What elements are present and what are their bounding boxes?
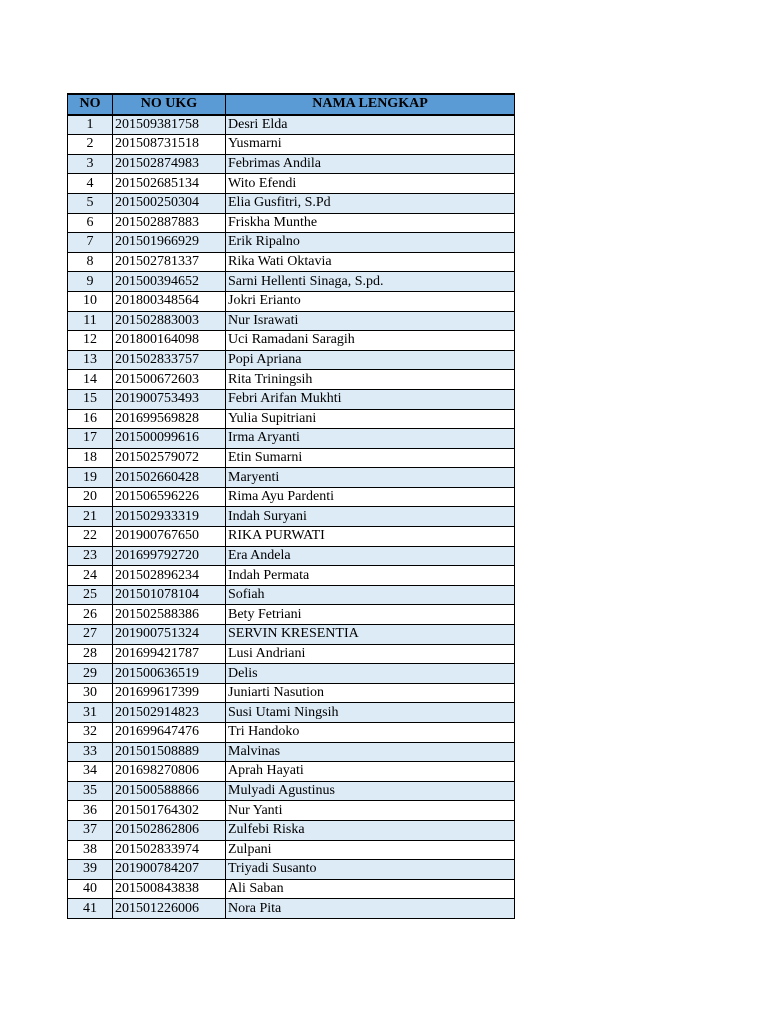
nama-lengkap-cell: Aprah Hayati [226,762,515,782]
nama-lengkap-cell: Wito Efendi [226,174,515,194]
no-ukg-cell: 201699421787 [113,644,226,664]
table-body [68,115,515,919]
no-ukg-cell: 201900751324 [113,625,226,645]
row-number-cell: 8 [68,252,113,272]
row-number-cell: 21 [68,507,113,527]
table-row [68,762,515,782]
nama-lengkap-cell: Uci Ramadani Saragih [226,331,515,351]
row-number-cell: 22 [68,527,113,547]
no-ukg-cell: 201502588386 [113,605,226,625]
table-row [68,468,515,488]
nama-lengkap-cell: Elia Gusfitri, S.Pd [226,193,515,213]
nama-lengkap-cell: Yusmarni [226,135,515,155]
table-header [68,94,515,115]
nama-lengkap-cell: Rima Ayu Pardenti [226,487,515,507]
no-ukg-cell: 201502833757 [113,350,226,370]
nama-lengkap-cell: Bety Fetriani [226,605,515,625]
nama-lengkap-cell: Indah Suryani [226,507,515,527]
no-ukg-cell: 201500588866 [113,781,226,801]
table-row [68,585,515,605]
no-ukg-cell: 201501966929 [113,233,226,253]
table-row [68,409,515,429]
row-number-cell: 10 [68,291,113,311]
table-row [68,879,515,899]
row-number-cell: 34 [68,762,113,782]
row-number-cell: 33 [68,742,113,762]
nama-lengkap-cell: Era Andela [226,546,515,566]
table-row [68,683,515,703]
nama-lengkap-cell: Nora Pita [226,899,515,919]
nama-lengkap-cell: Desri Elda [226,115,515,135]
no-ukg-cell: 201501508889 [113,742,226,762]
table-row [68,703,515,723]
table-row [68,644,515,664]
row-number-cell: 25 [68,585,113,605]
nama-lengkap-cell: Mulyadi Agustinus [226,781,515,801]
row-number-cell: 30 [68,683,113,703]
row-number-cell: 11 [68,311,113,331]
no-ukg-cell: 201502685134 [113,174,226,194]
nama-lengkap-cell: Sarni Hellenti Sinaga, S.pd. [226,272,515,292]
table-row [68,527,515,547]
row-number-cell: 9 [68,272,113,292]
table-row [68,605,515,625]
row-number-cell: 39 [68,860,113,880]
table-row [68,331,515,351]
no-ukg-cell: 201699569828 [113,409,226,429]
table-row [68,272,515,292]
table-row [68,742,515,762]
row-number-cell: 15 [68,389,113,409]
nama-lengkap-cell: Friskha Munthe [226,213,515,233]
nama-lengkap-cell: Juniarti Nasution [226,683,515,703]
row-number-cell: 17 [68,429,113,449]
row-number-cell: 14 [68,370,113,390]
no-ukg-cell: 201800164098 [113,331,226,351]
no-ukg-cell: 201500250304 [113,193,226,213]
nama-lengkap-cell: RIKA PURWATI [226,527,515,547]
nama-lengkap-cell: Febrimas Andila [226,154,515,174]
no-ukg-cell: 201501764302 [113,801,226,821]
nama-lengkap-cell: Erik Ripalno [226,233,515,253]
nama-lengkap-cell: Nur Yanti [226,801,515,821]
nama-lengkap-cell: Susi Utami Ningsih [226,703,515,723]
row-number-cell: 3 [68,154,113,174]
row-number-cell: 16 [68,409,113,429]
no-ukg-cell: 201502781337 [113,252,226,272]
table-row [68,801,515,821]
nama-lengkap-cell: Delis [226,664,515,684]
nama-lengkap-cell: SERVIN KRESENTIA [226,625,515,645]
table-row [68,174,515,194]
row-number-cell: 1 [68,115,113,135]
row-number-cell: 32 [68,723,113,743]
row-number-cell: 4 [68,174,113,194]
no-ukg-cell: 201699617399 [113,683,226,703]
row-number-cell: 27 [68,625,113,645]
table-row [68,350,515,370]
row-number-cell: 2 [68,135,113,155]
table-row [68,820,515,840]
row-number-cell: 18 [68,448,113,468]
row-number-cell: 20 [68,487,113,507]
no-ukg-cell: 201500099616 [113,429,226,449]
table-row [68,448,515,468]
table-row [68,899,515,919]
no-ukg-cell: 201509381758 [113,115,226,135]
table-row [68,154,515,174]
no-ukg-cell: 201502896234 [113,566,226,586]
nama-lengkap-cell: Indah Permata [226,566,515,586]
row-number-cell: 13 [68,350,113,370]
row-number-cell: 23 [68,546,113,566]
header-row [68,94,515,115]
nama-lengkap-cell: Febri Arifan Mukhti [226,389,515,409]
row-number-cell: 6 [68,213,113,233]
no-ukg-cell: 201508731518 [113,135,226,155]
table-row [68,487,515,507]
participant-table [67,93,515,919]
no-ukg-cell: 201502660428 [113,468,226,488]
row-number-cell: 35 [68,781,113,801]
row-number-cell: 7 [68,233,113,253]
nama-lengkap-cell: Sofiah [226,585,515,605]
row-number-cell: 31 [68,703,113,723]
no-ukg-cell: 201502579072 [113,448,226,468]
nama-lengkap-cell: Triyadi Susanto [226,860,515,880]
nama-lengkap-cell: Malvinas [226,742,515,762]
row-number-cell: 24 [68,566,113,586]
no-ukg-cell: 201502933319 [113,507,226,527]
row-number-cell: 5 [68,193,113,213]
row-number-cell: 12 [68,331,113,351]
row-number-cell: 37 [68,820,113,840]
row-number-cell: 28 [68,644,113,664]
nama-lengkap-cell: Lusi Andriani [226,644,515,664]
no-ukg-cell: 201502874983 [113,154,226,174]
no-ukg-cell: 201698270806 [113,762,226,782]
table-row [68,311,515,331]
table-row [68,546,515,566]
nama-lengkap-cell: Yulia Supitriani [226,409,515,429]
table-row [68,213,515,233]
row-number-cell: 40 [68,879,113,899]
no-ukg-cell: 201699792720 [113,546,226,566]
no-ukg-cell: 201800348564 [113,291,226,311]
no-ukg-cell: 201900767650 [113,527,226,547]
row-number-cell: 41 [68,899,113,919]
nama-lengkap-cell: Maryenti [226,468,515,488]
no-ukg-cell: 201501078104 [113,585,226,605]
table-row [68,389,515,409]
table-row [68,840,515,860]
no-ukg-cell: 201900784207 [113,860,226,880]
row-number-cell: 19 [68,468,113,488]
nama-lengkap-cell: Etin Sumarni [226,448,515,468]
nama-lengkap-cell: Ali Saban [226,879,515,899]
nama-lengkap-cell: Tri Handoko [226,723,515,743]
no-ukg-cell: 201502887883 [113,213,226,233]
column-header-no: NO [68,94,113,115]
table-row [68,370,515,390]
no-ukg-cell: 201506596226 [113,487,226,507]
nama-lengkap-cell: Jokri Erianto [226,291,515,311]
table-row [68,566,515,586]
row-number-cell: 38 [68,840,113,860]
no-ukg-cell: 201699647476 [113,723,226,743]
table-row [68,723,515,743]
no-ukg-cell: 201500636519 [113,664,226,684]
table-row [68,291,515,311]
column-header-no-ukg: NO UKG [113,94,226,115]
table-row [68,781,515,801]
no-ukg-cell: 201502883003 [113,311,226,331]
table-row [68,625,515,645]
row-number-cell: 26 [68,605,113,625]
nama-lengkap-cell: Zulpani [226,840,515,860]
no-ukg-cell: 201900753493 [113,389,226,409]
table-row [68,664,515,684]
no-ukg-cell: 201500394652 [113,272,226,292]
nama-lengkap-cell: Nur Israwati [226,311,515,331]
row-number-cell: 29 [68,664,113,684]
nama-lengkap-cell: Zulfebi Riska [226,820,515,840]
table-row [68,860,515,880]
table-row [68,193,515,213]
nama-lengkap-cell: Irma Aryanti [226,429,515,449]
no-ukg-cell: 201500843838 [113,879,226,899]
no-ukg-cell: 201502914823 [113,703,226,723]
row-number-cell: 36 [68,801,113,821]
table-row [68,233,515,253]
table-row [68,507,515,527]
nama-lengkap-cell: Rita Triningsih [226,370,515,390]
table-row [68,252,515,272]
nama-lengkap-cell: Rika Wati Oktavia [226,252,515,272]
no-ukg-cell: 201500672603 [113,370,226,390]
no-ukg-cell: 201502833974 [113,840,226,860]
no-ukg-cell: 201501226006 [113,899,226,919]
column-header-nama-lengkap: NAMA LENGKAP [226,94,515,115]
table-row [68,135,515,155]
table-row [68,429,515,449]
nama-lengkap-cell: Popi Apriana [226,350,515,370]
no-ukg-cell: 201502862806 [113,820,226,840]
table-row [68,115,515,135]
